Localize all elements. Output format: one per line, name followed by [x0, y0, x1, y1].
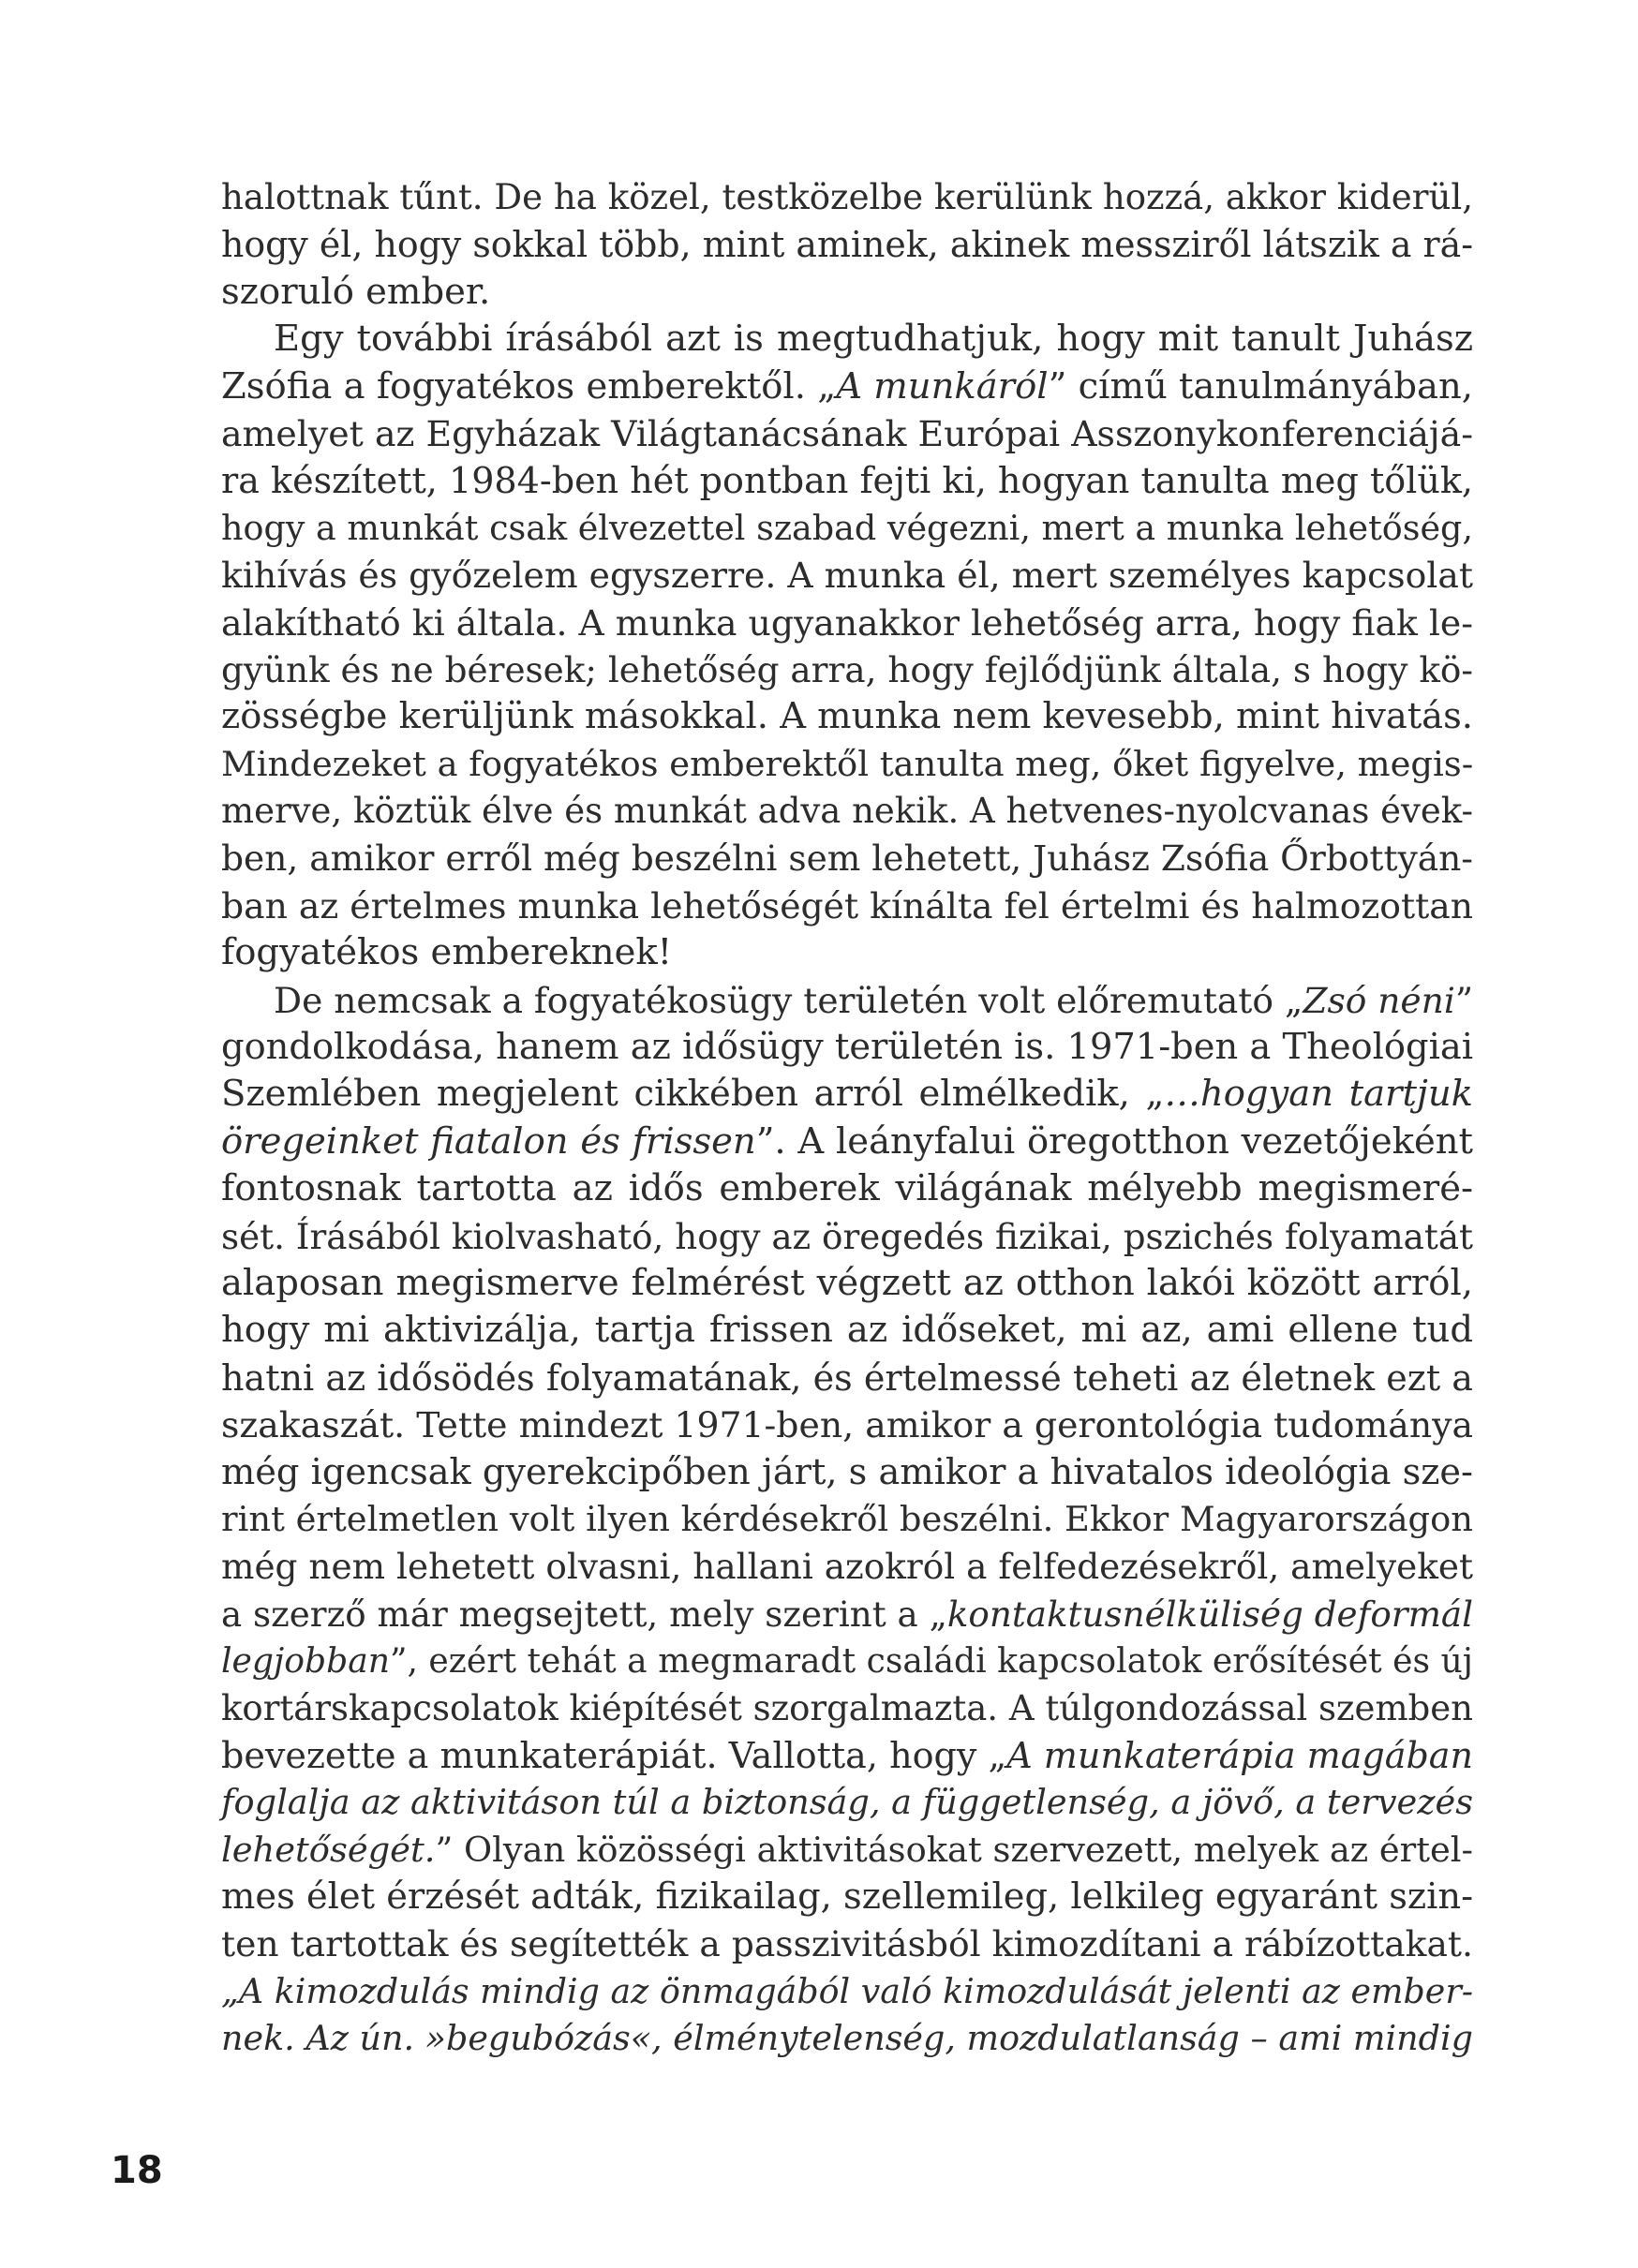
text-line	[221, 1213, 1473, 1260]
text-segment: zösségbe kerüljünk másokkal. A munka nem kevesebb, mint hivatás.	[221, 695, 1473, 738]
text-segment: hogy él, hogy sokkal több, mint aminek, akinek messziről látszik a rá-	[221, 224, 1473, 266]
text-segment: kihívás és győzelem egyszerre. A munka él, mert személyes kapcsolat	[221, 555, 1473, 597]
text-segment: Zsófia a fogyatékos emberektől. „	[221, 364, 837, 408]
text-line	[221, 457, 1473, 504]
text-segment: Mindezeket a fogyatékos emberektől tanulta meg, őket figyelve, megis-	[221, 743, 1474, 784]
text-segment: gondolkodása, hanem az idősügy területén is. 1971-ben a Theológiai	[221, 1026, 1473, 1069]
text-segment: Egy további írásából azt is megtudhatjuk, hogy mit tanult Juhász	[274, 318, 1473, 361]
text-line	[221, 552, 1473, 599]
text-segment: szakaszát. Tette mindezt 1971-ben, amikor a gerontológia tudománya	[221, 1404, 1473, 1446]
text-segment: még igencsak gyerekcipőben járt, s amikor a hivatalos ideológia sze-	[221, 1450, 1473, 1493]
text-line	[221, 1685, 1473, 1732]
text-line	[221, 1165, 1473, 1212]
text-segment: ”	[1454, 979, 1474, 1021]
text-line	[221, 929, 1473, 976]
text-line	[221, 1119, 1473, 1165]
text-segment: ben, amikor erről még beszélni sem lehetett, Juhász Zsófia Őrbottyán-	[221, 838, 1473, 880]
text-segment: a szerző már megsejtett, mely szerint a „	[221, 1593, 947, 1635]
text-segment: sét. Írásából kiolvasható, hogy az öregedés fizikai, pszichés folyamatát	[221, 1215, 1473, 1257]
text-segment: alaposan megismerve felmérést végzett az otthon lakói között arról,	[221, 1261, 1473, 1304]
text-line	[221, 316, 1473, 363]
italic-text: nek. Az ún. »begubózás«, élménytelenség, mozdulatlanság – ami mindig	[221, 2018, 1473, 2059]
text-line	[221, 1449, 1473, 1496]
text-line	[221, 741, 1473, 788]
text-segment: hatni az idősödés folyamatának, és értelmessé teheti az életnek ezt a	[221, 1356, 1473, 1399]
text-line	[221, 1307, 1473, 1354]
text-segment: még nem lehetett olvasni, hallani azokról a felfedezésekről, amelyeket	[221, 1546, 1473, 1588]
text-line	[221, 221, 1473, 268]
text-segment: halottnak tűnt. De ha közel, testközelbe kerülünk hozzá, akkor kiderül,	[221, 177, 1473, 217]
text-segment: ra készített, 1984-ben hét pontban fejti ki, hogyan tanulta meg tőlük,	[221, 460, 1473, 502]
text-line	[221, 600, 1473, 646]
text-segment: hogy mi aktivizálja, tartja frissen az időseket, mi az, ami ellene tud	[221, 1309, 1473, 1352]
text-line	[221, 1260, 1473, 1307]
text-line	[221, 882, 1473, 929]
italic-text: öregeinket fiatalon és frissen	[221, 1119, 756, 1163]
text-segment: ” című tanulmányában,	[1048, 364, 1473, 408]
text-line	[221, 1732, 1473, 1779]
text-line	[221, 1920, 1473, 1967]
text-line	[221, 269, 1473, 316]
italic-text: kontaktusnélküliség deformál	[946, 1593, 1473, 1635]
text-segment: fontosnak tartotta az idős emberek világának mélyebb megismeré-	[221, 1167, 1473, 1210]
italic-text: „A kimozdulás mindig az önmagából való kimozdulását jelenti az ember-	[221, 1970, 1473, 2011]
text-line	[221, 1779, 1473, 1826]
text-line	[221, 1874, 1473, 1920]
text-segment: merve, köztük élve és munkát adva nekik. A hetvenes-nyolcvanas évek-	[221, 791, 1473, 832]
text-line	[221, 693, 1473, 740]
text-segment: ”, ezért tehát a megmaradt családi kapcsolatok erősítését és új	[389, 1640, 1473, 1682]
text-segment: Szemlében megjelent cikkében arról elmélkedik, „	[221, 1073, 1165, 1116]
text-line	[221, 1638, 1473, 1684]
italic-text: Zsó néni	[1303, 979, 1455, 1021]
text-segment: mes élet érzését adták, fizikailag, szellemileg, lelkileg egyaránt szin-	[221, 1875, 1474, 1919]
page-number: 18	[111, 2149, 163, 2192]
text-line	[221, 505, 1473, 552]
text-line	[221, 1355, 1473, 1401]
text-line	[221, 1968, 1473, 2015]
text-segment: ban az értelmes munka lehetőségét kínálta fel értelmi és halmozottan	[221, 884, 1473, 926]
text-segment: gyünk és ne béresek; lehetőség arra, hogy fejlődjünk általa, s hogy kö-	[221, 648, 1473, 690]
text-segment: ten tartottak és segítették a passzivitásból kimozdítani a rábízottakat.	[221, 1923, 1473, 1965]
italic-text: legjobban	[221, 1640, 390, 1682]
text-segment: ” Olyan közösségi aktivitásokat szervezett, melyek az értel-	[435, 1829, 1473, 1870]
text-line	[221, 1543, 1473, 1590]
italic-text: lehetőségét.	[221, 1829, 436, 1870]
text-line	[221, 1827, 1473, 1874]
text-line	[221, 1496, 1473, 1543]
italic-text: …hogyan tartjuk	[1164, 1073, 1473, 1116]
italic-text: A munkaterápia magában	[1006, 1734, 1473, 1776]
text-line	[221, 1071, 1473, 1118]
text-segment: rint értelmetlen volt ilyen kérdésekről beszélni. Ekkor Magyarországon	[221, 1498, 1473, 1539]
italic-text: A munkáról	[836, 364, 1049, 408]
text-line	[221, 1591, 1473, 1638]
text-line	[221, 1024, 1473, 1071]
italic-text: foglalja az aktivitáson túl a biztonság, a függetlenség, a jövő, a tervezés	[221, 1782, 1473, 1823]
text-segment: fogyatékos embereknek!	[221, 931, 673, 974]
text-segment: ”. A leányfalui öregotthon vezetőjeként	[755, 1119, 1473, 1163]
text-segment: hogy a munkát csak élvezettel szabad végezni, mert a munka lehetőség,	[221, 507, 1473, 548]
text-segment: amelyet az Egyházak Világtanácsának Európai Asszonykonferenciájá-	[221, 412, 1473, 454]
text-segment: szoruló ember.	[221, 270, 491, 313]
text-line	[221, 363, 1473, 410]
text-line	[221, 410, 1473, 457]
text-line	[221, 646, 1473, 693]
text-line	[221, 835, 1473, 882]
text-line	[221, 788, 1473, 835]
text-segment: kortárskapcsolatok kiépítését szorgalmazta. A túlgondozással szemben	[221, 1687, 1473, 1728]
body-text	[221, 174, 1473, 2063]
text-line	[221, 1401, 1473, 1448]
text-line	[221, 174, 1473, 221]
text-line	[221, 2015, 1473, 2062]
text-segment: alakítható ki általa. A munka ugyanakkor lehetőség arra, hogy fiak le-	[221, 601, 1473, 644]
text-line	[221, 977, 1473, 1024]
text-segment: bevezette a munkaterápiát. Vallotta, hogy „	[221, 1734, 1007, 1776]
text-segment: De nemcsak a fogyatékosügy területén volt előremutató „	[274, 979, 1303, 1021]
